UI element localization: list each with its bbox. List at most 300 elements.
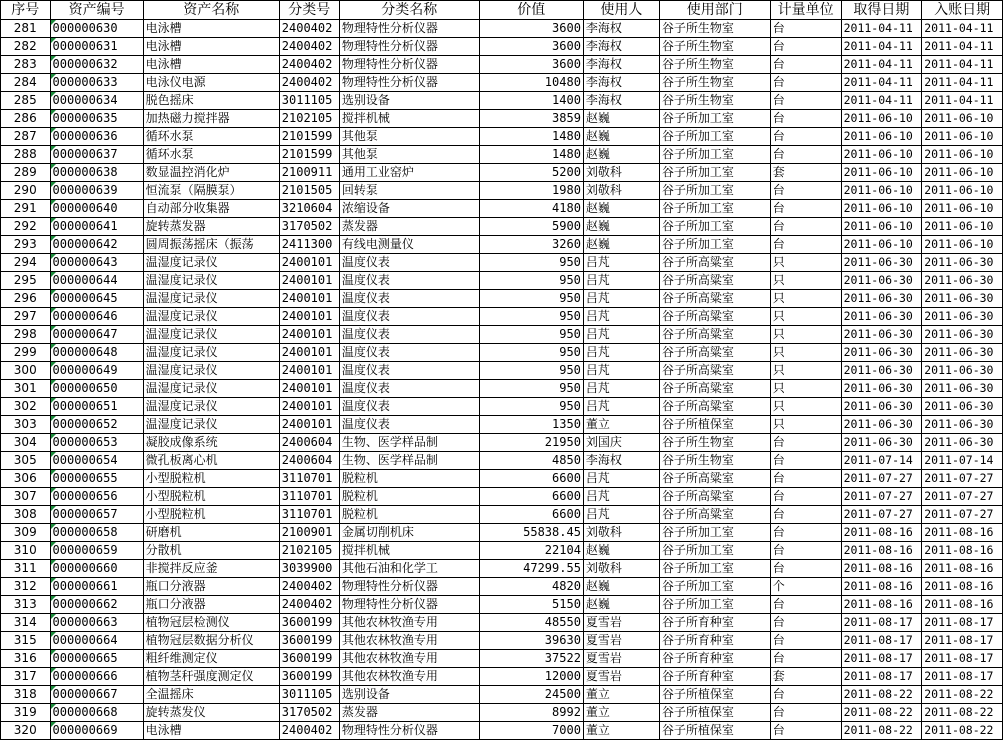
table-cell[interactable]: 2011-07-27 — [841, 470, 922, 488]
table-cell[interactable]: 2102105 — [279, 110, 339, 128]
table-cell[interactable]: 000000657 — [50, 506, 143, 524]
table-cell[interactable]: 李海权 — [583, 92, 659, 110]
table-cell[interactable]: 000000637 — [50, 146, 143, 164]
table-cell[interactable]: 3600 — [479, 20, 583, 38]
table-cell[interactable]: 2011-07-14 — [841, 452, 922, 470]
table-cell[interactable]: 温度仪表 — [339, 326, 479, 344]
table-cell[interactable]: 310 — [1, 542, 51, 560]
table-cell[interactable]: 其他农林牧渔专用 — [339, 614, 479, 632]
table-cell[interactable]: 000000631 — [50, 38, 143, 56]
table-cell[interactable]: 2400604 — [279, 452, 339, 470]
table-cell[interactable]: 吕芃 — [583, 488, 659, 506]
table-cell[interactable]: 294 — [1, 254, 51, 272]
table-cell[interactable]: 312 — [1, 578, 51, 596]
table-cell[interactable]: 搅拌机械 — [339, 110, 479, 128]
table-cell[interactable]: 赵巍 — [583, 596, 659, 614]
table-cell[interactable]: 其他农林牧渔专用 — [339, 668, 479, 686]
table-cell[interactable]: 290 — [1, 182, 51, 200]
table-cell[interactable]: 台 — [770, 722, 841, 740]
table-cell[interactable]: 吕芃 — [583, 290, 659, 308]
table-cell[interactable]: 2011-08-17 — [841, 650, 922, 668]
table-cell[interactable]: 000000667 — [50, 686, 143, 704]
table-cell[interactable]: 谷子所植保室 — [659, 722, 770, 740]
table-cell[interactable]: 950 — [479, 344, 583, 362]
table-cell[interactable]: 赵巍 — [583, 110, 659, 128]
table-cell[interactable]: 2100901 — [279, 524, 339, 542]
table-cell[interactable]: 000000639 — [50, 182, 143, 200]
table-cell[interactable]: 台 — [770, 74, 841, 92]
table-cell[interactable]: 温湿度记录仪 — [143, 362, 279, 380]
table-cell[interactable]: 植物冠层检测仪 — [143, 614, 279, 632]
table-cell[interactable]: 2011-04-11 — [841, 20, 922, 38]
table-cell[interactable]: 000000646 — [50, 308, 143, 326]
table-cell[interactable]: 浓缩设备 — [339, 200, 479, 218]
table-cell[interactable]: 谷子所高粱室 — [659, 290, 770, 308]
table-cell[interactable]: 284 — [1, 74, 51, 92]
table-cell[interactable]: 3600199 — [279, 668, 339, 686]
header-cell[interactable]: 价值 — [479, 1, 583, 20]
table-cell[interactable]: 000000640 — [50, 200, 143, 218]
table-cell[interactable]: 只 — [770, 290, 841, 308]
table-cell[interactable]: 脱色摇床 — [143, 92, 279, 110]
table-cell[interactable]: 000000632 — [50, 56, 143, 74]
table-cell[interactable]: 305 — [1, 452, 51, 470]
table-cell[interactable]: 2011-06-30 — [841, 326, 922, 344]
table-cell[interactable]: 谷子所育种室 — [659, 632, 770, 650]
table-cell[interactable]: 288 — [1, 146, 51, 164]
table-cell[interactable]: 2011-06-30 — [922, 398, 1003, 416]
table-cell[interactable]: 10480 — [479, 74, 583, 92]
table-cell[interactable]: 董立 — [583, 722, 659, 740]
table-cell[interactable]: 吕芃 — [583, 470, 659, 488]
table-cell[interactable]: 2101505 — [279, 182, 339, 200]
table-cell[interactable]: 选别设备 — [339, 92, 479, 110]
table-cell[interactable]: 000000647 — [50, 326, 143, 344]
table-cell[interactable]: 2011-06-30 — [841, 254, 922, 272]
table-cell[interactable]: 蒸发器 — [339, 218, 479, 236]
table-cell[interactable]: 2011-06-10 — [922, 218, 1003, 236]
table-cell[interactable]: 赵巍 — [583, 146, 659, 164]
table-cell[interactable]: 3600 — [479, 38, 583, 56]
table-cell[interactable]: 台 — [770, 524, 841, 542]
table-cell[interactable]: 000000641 — [50, 218, 143, 236]
table-cell[interactable]: 谷子所加工室 — [659, 578, 770, 596]
table-cell[interactable]: 通用工业窑炉 — [339, 164, 479, 182]
table-cell[interactable]: 其他农林牧渔专用 — [339, 650, 479, 668]
table-cell[interactable]: 其他泵 — [339, 146, 479, 164]
table-cell[interactable]: 000000655 — [50, 470, 143, 488]
table-cell[interactable]: 李海权 — [583, 56, 659, 74]
table-cell[interactable]: 950 — [479, 272, 583, 290]
table-cell[interactable]: 谷子所加工室 — [659, 236, 770, 254]
table-cell[interactable]: 温度仪表 — [339, 272, 479, 290]
table-cell[interactable]: 电泳槽 — [143, 20, 279, 38]
table-cell[interactable]: 000000644 — [50, 272, 143, 290]
table-cell[interactable]: 电泳槽 — [143, 38, 279, 56]
table-cell[interactable]: 2011-08-16 — [841, 542, 922, 560]
table-cell[interactable]: 2011-06-30 — [841, 362, 922, 380]
table-cell[interactable]: 2400402 — [279, 722, 339, 740]
table-cell[interactable]: 2011-08-17 — [922, 614, 1003, 632]
table-cell[interactable]: 2011-06-10 — [922, 128, 1003, 146]
table-cell[interactable]: 谷子所高粱室 — [659, 344, 770, 362]
table-cell[interactable]: 2011-07-27 — [922, 470, 1003, 488]
table-cell[interactable]: 000000636 — [50, 128, 143, 146]
table-cell[interactable]: 000000656 — [50, 488, 143, 506]
table-cell[interactable]: 2011-07-27 — [922, 488, 1003, 506]
table-cell[interactable]: 2011-06-10 — [922, 164, 1003, 182]
table-cell[interactable]: 2011-08-16 — [922, 560, 1003, 578]
table-cell[interactable]: 赵巍 — [583, 578, 659, 596]
table-cell[interactable]: 脱粒机 — [339, 470, 479, 488]
table-cell[interactable]: 2011-06-10 — [922, 236, 1003, 254]
table-cell[interactable]: 3600199 — [279, 614, 339, 632]
table-cell[interactable]: 2011-06-10 — [841, 236, 922, 254]
table-cell[interactable]: 3170502 — [279, 704, 339, 722]
table-cell[interactable]: 4850 — [479, 452, 583, 470]
table-cell[interactable]: 2011-07-27 — [922, 506, 1003, 524]
table-cell[interactable]: 2011-06-30 — [922, 434, 1003, 452]
table-cell[interactable]: 分散机 — [143, 542, 279, 560]
table-cell[interactable]: 000000651 — [50, 398, 143, 416]
table-cell[interactable]: 温湿度记录仪 — [143, 326, 279, 344]
table-cell[interactable]: 瓶口分液器 — [143, 578, 279, 596]
table-cell[interactable]: 温湿度记录仪 — [143, 344, 279, 362]
table-cell[interactable]: 000000650 — [50, 380, 143, 398]
table-cell[interactable]: 2011-08-16 — [841, 578, 922, 596]
table-cell[interactable]: 000000654 — [50, 452, 143, 470]
table-cell[interactable]: 刘敬科 — [583, 560, 659, 578]
table-cell[interactable]: 谷子所生物室 — [659, 38, 770, 56]
table-cell[interactable]: 董立 — [583, 704, 659, 722]
table-cell[interactable]: 2011-04-11 — [841, 56, 922, 74]
table-cell[interactable]: 2011-06-10 — [841, 110, 922, 128]
table-cell[interactable]: 台 — [770, 182, 841, 200]
table-cell[interactable]: 2011-06-30 — [922, 362, 1003, 380]
table-cell[interactable]: 5150 — [479, 596, 583, 614]
table-cell[interactable]: 1350 — [479, 416, 583, 434]
table-cell[interactable]: 318 — [1, 686, 51, 704]
table-cell[interactable]: 48550 — [479, 614, 583, 632]
table-cell[interactable]: 2011-08-16 — [841, 524, 922, 542]
table-cell[interactable]: 2011-04-11 — [922, 74, 1003, 92]
table-cell[interactable]: 950 — [479, 398, 583, 416]
table-cell[interactable]: 3600 — [479, 56, 583, 74]
table-cell[interactable]: 2011-08-22 — [922, 722, 1003, 740]
table-cell[interactable]: 旋转蒸发仪 — [143, 704, 279, 722]
table-cell[interactable]: 4180 — [479, 200, 583, 218]
header-cell[interactable]: 使用人 — [583, 1, 659, 20]
table-cell[interactable]: 温湿度记录仪 — [143, 308, 279, 326]
header-cell[interactable]: 使用部门 — [659, 1, 770, 20]
table-cell[interactable]: 296 — [1, 290, 51, 308]
table-cell[interactable]: 000000633 — [50, 74, 143, 92]
table-cell[interactable]: 5900 — [479, 218, 583, 236]
table-cell[interactable]: 台 — [770, 596, 841, 614]
table-cell[interactable]: 3110701 — [279, 506, 339, 524]
table-cell[interactable]: 1980 — [479, 182, 583, 200]
table-cell[interactable]: 304 — [1, 434, 51, 452]
table-cell[interactable]: 其他泵 — [339, 128, 479, 146]
table-cell[interactable]: 2011-06-30 — [841, 290, 922, 308]
table-cell[interactable]: 301 — [1, 380, 51, 398]
table-cell[interactable]: 292 — [1, 218, 51, 236]
table-cell[interactable]: 物理特性分析仪器 — [339, 596, 479, 614]
table-cell[interactable]: 李海权 — [583, 452, 659, 470]
table-cell[interactable]: 董立 — [583, 416, 659, 434]
table-cell[interactable]: 谷子所加工室 — [659, 200, 770, 218]
table-cell[interactable]: 000000668 — [50, 704, 143, 722]
table-cell[interactable]: 刘敬科 — [583, 182, 659, 200]
table-cell[interactable]: 3170502 — [279, 218, 339, 236]
table-cell[interactable]: 台 — [770, 704, 841, 722]
table-cell[interactable]: 只 — [770, 344, 841, 362]
table-cell[interactable]: 夏雪岩 — [583, 668, 659, 686]
table-cell[interactable]: 台 — [770, 506, 841, 524]
table-cell[interactable]: 台 — [770, 128, 841, 146]
table-cell[interactable]: 2011-06-30 — [841, 380, 922, 398]
table-cell[interactable]: 温湿度记录仪 — [143, 416, 279, 434]
table-cell[interactable]: 物理特性分析仪器 — [339, 38, 479, 56]
table-cell[interactable]: 3600199 — [279, 632, 339, 650]
table-cell[interactable]: 2011-04-11 — [841, 38, 922, 56]
table-cell[interactable]: 台 — [770, 20, 841, 38]
table-cell[interactable]: 950 — [479, 362, 583, 380]
table-cell[interactable]: 2011-06-10 — [922, 200, 1003, 218]
table-cell[interactable]: 286 — [1, 110, 51, 128]
table-cell[interactable]: 谷子所高粱室 — [659, 470, 770, 488]
table-cell[interactable]: 2011-04-11 — [922, 38, 1003, 56]
table-cell[interactable]: 台 — [770, 38, 841, 56]
table-cell[interactable]: 000000643 — [50, 254, 143, 272]
table-cell[interactable]: 温度仪表 — [339, 254, 479, 272]
table-cell[interactable]: 小型脱粒机 — [143, 470, 279, 488]
table-cell[interactable]: 22104 — [479, 542, 583, 560]
table-cell[interactable]: 台 — [770, 614, 841, 632]
table-cell[interactable]: 套 — [770, 668, 841, 686]
table-cell[interactable]: 2400101 — [279, 416, 339, 434]
table-cell[interactable]: 台 — [770, 470, 841, 488]
table-cell[interactable]: 台 — [770, 434, 841, 452]
table-cell[interactable]: 温度仪表 — [339, 398, 479, 416]
table-cell[interactable]: 物理特性分析仪器 — [339, 722, 479, 740]
table-cell[interactable]: 台 — [770, 56, 841, 74]
table-cell[interactable]: 2011-06-30 — [922, 308, 1003, 326]
table-cell[interactable]: 搅拌机械 — [339, 542, 479, 560]
table-cell[interactable]: 4820 — [479, 578, 583, 596]
table-cell[interactable]: 全温摇床 — [143, 686, 279, 704]
table-cell[interactable]: 只 — [770, 362, 841, 380]
table-cell[interactable]: 选别设备 — [339, 686, 479, 704]
table-cell[interactable]: 000000652 — [50, 416, 143, 434]
table-cell[interactable]: 1480 — [479, 128, 583, 146]
table-cell[interactable]: 数显温控消化炉 — [143, 164, 279, 182]
table-cell[interactable]: 只 — [770, 416, 841, 434]
table-cell[interactable]: 加热磁力搅拌器 — [143, 110, 279, 128]
table-cell[interactable]: 电泳仪电源 — [143, 74, 279, 92]
table-cell[interactable]: 950 — [479, 308, 583, 326]
table-cell[interactable]: 旋转蒸发器 — [143, 218, 279, 236]
table-cell[interactable]: 粗纤维测定仪 — [143, 650, 279, 668]
table-cell[interactable]: 吕芃 — [583, 272, 659, 290]
table-cell[interactable]: 只 — [770, 398, 841, 416]
table-cell[interactable]: 000000638 — [50, 164, 143, 182]
table-cell[interactable]: 谷子所加工室 — [659, 110, 770, 128]
table-cell[interactable]: 6600 — [479, 470, 583, 488]
table-cell[interactable]: 台 — [770, 452, 841, 470]
table-cell[interactable]: 319 — [1, 704, 51, 722]
table-cell[interactable]: 2011-08-22 — [841, 686, 922, 704]
table-cell[interactable]: 950 — [479, 290, 583, 308]
table-cell[interactable]: 000000665 — [50, 650, 143, 668]
table-cell[interactable]: 吕芃 — [583, 254, 659, 272]
table-cell[interactable]: 000000661 — [50, 578, 143, 596]
table-cell[interactable]: 2011-06-10 — [841, 128, 922, 146]
table-cell[interactable]: 温度仪表 — [339, 416, 479, 434]
table-cell[interactable]: 瓶口分液器 — [143, 596, 279, 614]
table-cell[interactable]: 2011-08-17 — [841, 668, 922, 686]
table-cell[interactable]: 39630 — [479, 632, 583, 650]
table-cell[interactable]: 2011-07-27 — [841, 488, 922, 506]
table-cell[interactable]: 2011-04-11 — [841, 74, 922, 92]
table-cell[interactable]: 谷子所高粱室 — [659, 308, 770, 326]
table-cell[interactable]: 3859 — [479, 110, 583, 128]
table-cell[interactable]: 谷子所生物室 — [659, 56, 770, 74]
table-cell[interactable]: 289 — [1, 164, 51, 182]
table-cell[interactable]: 台 — [770, 542, 841, 560]
table-cell[interactable]: 谷子所生物室 — [659, 92, 770, 110]
table-cell[interactable]: 307 — [1, 488, 51, 506]
table-cell[interactable]: 循环水泵 — [143, 146, 279, 164]
table-cell[interactable]: 温湿度记录仪 — [143, 290, 279, 308]
table-cell[interactable]: 2011-06-10 — [841, 218, 922, 236]
table-cell[interactable]: 000000662 — [50, 596, 143, 614]
table-cell[interactable]: 2400402 — [279, 20, 339, 38]
table-cell[interactable]: 297 — [1, 308, 51, 326]
table-cell[interactable]: 320 — [1, 722, 51, 740]
table-cell[interactable]: 2400402 — [279, 38, 339, 56]
table-cell[interactable]: 000000649 — [50, 362, 143, 380]
table-cell[interactable]: 316 — [1, 650, 51, 668]
table-cell[interactable]: 2400101 — [279, 326, 339, 344]
table-cell[interactable]: 只 — [770, 272, 841, 290]
table-cell[interactable]: 台 — [770, 110, 841, 128]
table-cell[interactable]: 311 — [1, 560, 51, 578]
table-cell[interactable]: 台 — [770, 146, 841, 164]
table-cell[interactable]: 000000663 — [50, 614, 143, 632]
table-cell[interactable]: 2011-08-16 — [841, 560, 922, 578]
table-cell[interactable]: 2011-06-10 — [922, 146, 1003, 164]
table-cell[interactable]: 2011-06-30 — [841, 344, 922, 362]
table-cell[interactable]: 8992 — [479, 704, 583, 722]
table-cell[interactable]: 2400101 — [279, 308, 339, 326]
table-cell[interactable]: 台 — [770, 632, 841, 650]
table-cell[interactable]: 植物冠层数据分析仪 — [143, 632, 279, 650]
table-cell[interactable]: 圆周振荡摇床（振荡 — [143, 236, 279, 254]
header-cell[interactable]: 入账日期 — [922, 1, 1003, 20]
table-cell[interactable]: 281 — [1, 20, 51, 38]
table-cell[interactable]: 谷子所高粱室 — [659, 506, 770, 524]
table-cell[interactable]: 谷子所加工室 — [659, 524, 770, 542]
table-cell[interactable]: 研磨机 — [143, 524, 279, 542]
table-cell[interactable]: 000000642 — [50, 236, 143, 254]
table-cell[interactable]: 2011-06-10 — [841, 164, 922, 182]
table-cell[interactable]: 2011-08-17 — [922, 650, 1003, 668]
table-cell[interactable]: 刘国庆 — [583, 434, 659, 452]
table-cell[interactable]: 000000666 — [50, 668, 143, 686]
table-cell[interactable]: 2400101 — [279, 272, 339, 290]
header-cell[interactable]: 分类号 — [279, 1, 339, 20]
table-cell[interactable]: 温度仪表 — [339, 362, 479, 380]
table-cell[interactable]: 谷子所生物室 — [659, 74, 770, 92]
table-cell[interactable]: 298 — [1, 326, 51, 344]
table-cell[interactable]: 小型脱粒机 — [143, 488, 279, 506]
table-cell[interactable]: 台 — [770, 218, 841, 236]
table-cell[interactable]: 2400101 — [279, 344, 339, 362]
table-cell[interactable]: 2011-06-30 — [922, 272, 1003, 290]
table-cell[interactable]: 谷子所高粱室 — [659, 272, 770, 290]
table-cell[interactable]: 套 — [770, 164, 841, 182]
table-cell[interactable]: 291 — [1, 200, 51, 218]
table-cell[interactable]: 287 — [1, 128, 51, 146]
table-cell[interactable]: 董立 — [583, 686, 659, 704]
table-cell[interactable]: 生物、医学样品制 — [339, 434, 479, 452]
table-cell[interactable]: 谷子所加工室 — [659, 218, 770, 236]
table-cell[interactable]: 2400101 — [279, 398, 339, 416]
table-cell[interactable]: 微孔板离心机 — [143, 452, 279, 470]
table-cell[interactable]: 2011-06-30 — [841, 434, 922, 452]
table-cell[interactable]: 赵巍 — [583, 200, 659, 218]
table-cell[interactable]: 吕芃 — [583, 326, 659, 344]
table-cell[interactable]: 台 — [770, 92, 841, 110]
table-cell[interactable]: 000000660 — [50, 560, 143, 578]
table-cell[interactable]: 自动部分收集器 — [143, 200, 279, 218]
table-cell[interactable]: 2011-08-16 — [922, 596, 1003, 614]
table-cell[interactable]: 吕芃 — [583, 362, 659, 380]
table-cell[interactable]: 只 — [770, 380, 841, 398]
table-cell[interactable]: 谷子所育种室 — [659, 614, 770, 632]
header-cell[interactable]: 序号 — [1, 1, 51, 20]
table-cell[interactable]: 3260 — [479, 236, 583, 254]
table-cell[interactable]: 2011-04-11 — [922, 20, 1003, 38]
table-cell[interactable]: 刘敬科 — [583, 524, 659, 542]
table-cell[interactable]: 2400101 — [279, 362, 339, 380]
table-cell[interactable]: 2101599 — [279, 146, 339, 164]
table-cell[interactable]: 282 — [1, 38, 51, 56]
table-cell[interactable]: 1400 — [479, 92, 583, 110]
table-cell[interactable]: 2100911 — [279, 164, 339, 182]
table-cell[interactable]: 2011-06-30 — [922, 344, 1003, 362]
header-cell[interactable]: 资产编号 — [50, 1, 143, 20]
table-cell[interactable]: 3110701 — [279, 470, 339, 488]
table-cell[interactable]: 2011-06-30 — [841, 308, 922, 326]
table-cell[interactable]: 电泳槽 — [143, 722, 279, 740]
table-cell[interactable]: 000000634 — [50, 92, 143, 110]
table-cell[interactable]: 谷子所加工室 — [659, 128, 770, 146]
table-cell[interactable]: 2011-06-30 — [841, 416, 922, 434]
table-cell[interactable]: 2011-08-16 — [922, 524, 1003, 542]
table-cell[interactable]: 2011-06-30 — [922, 254, 1003, 272]
table-cell[interactable]: 2400402 — [279, 56, 339, 74]
table-cell[interactable]: 6600 — [479, 506, 583, 524]
table-cell[interactable]: 000000664 — [50, 632, 143, 650]
table-cell[interactable]: 7000 — [479, 722, 583, 740]
table-cell[interactable]: 只 — [770, 326, 841, 344]
table-cell[interactable]: 李海权 — [583, 20, 659, 38]
table-cell[interactable]: 2400402 — [279, 578, 339, 596]
table-cell[interactable]: 2411300 — [279, 236, 339, 254]
table-cell[interactable]: 2011-06-10 — [841, 182, 922, 200]
